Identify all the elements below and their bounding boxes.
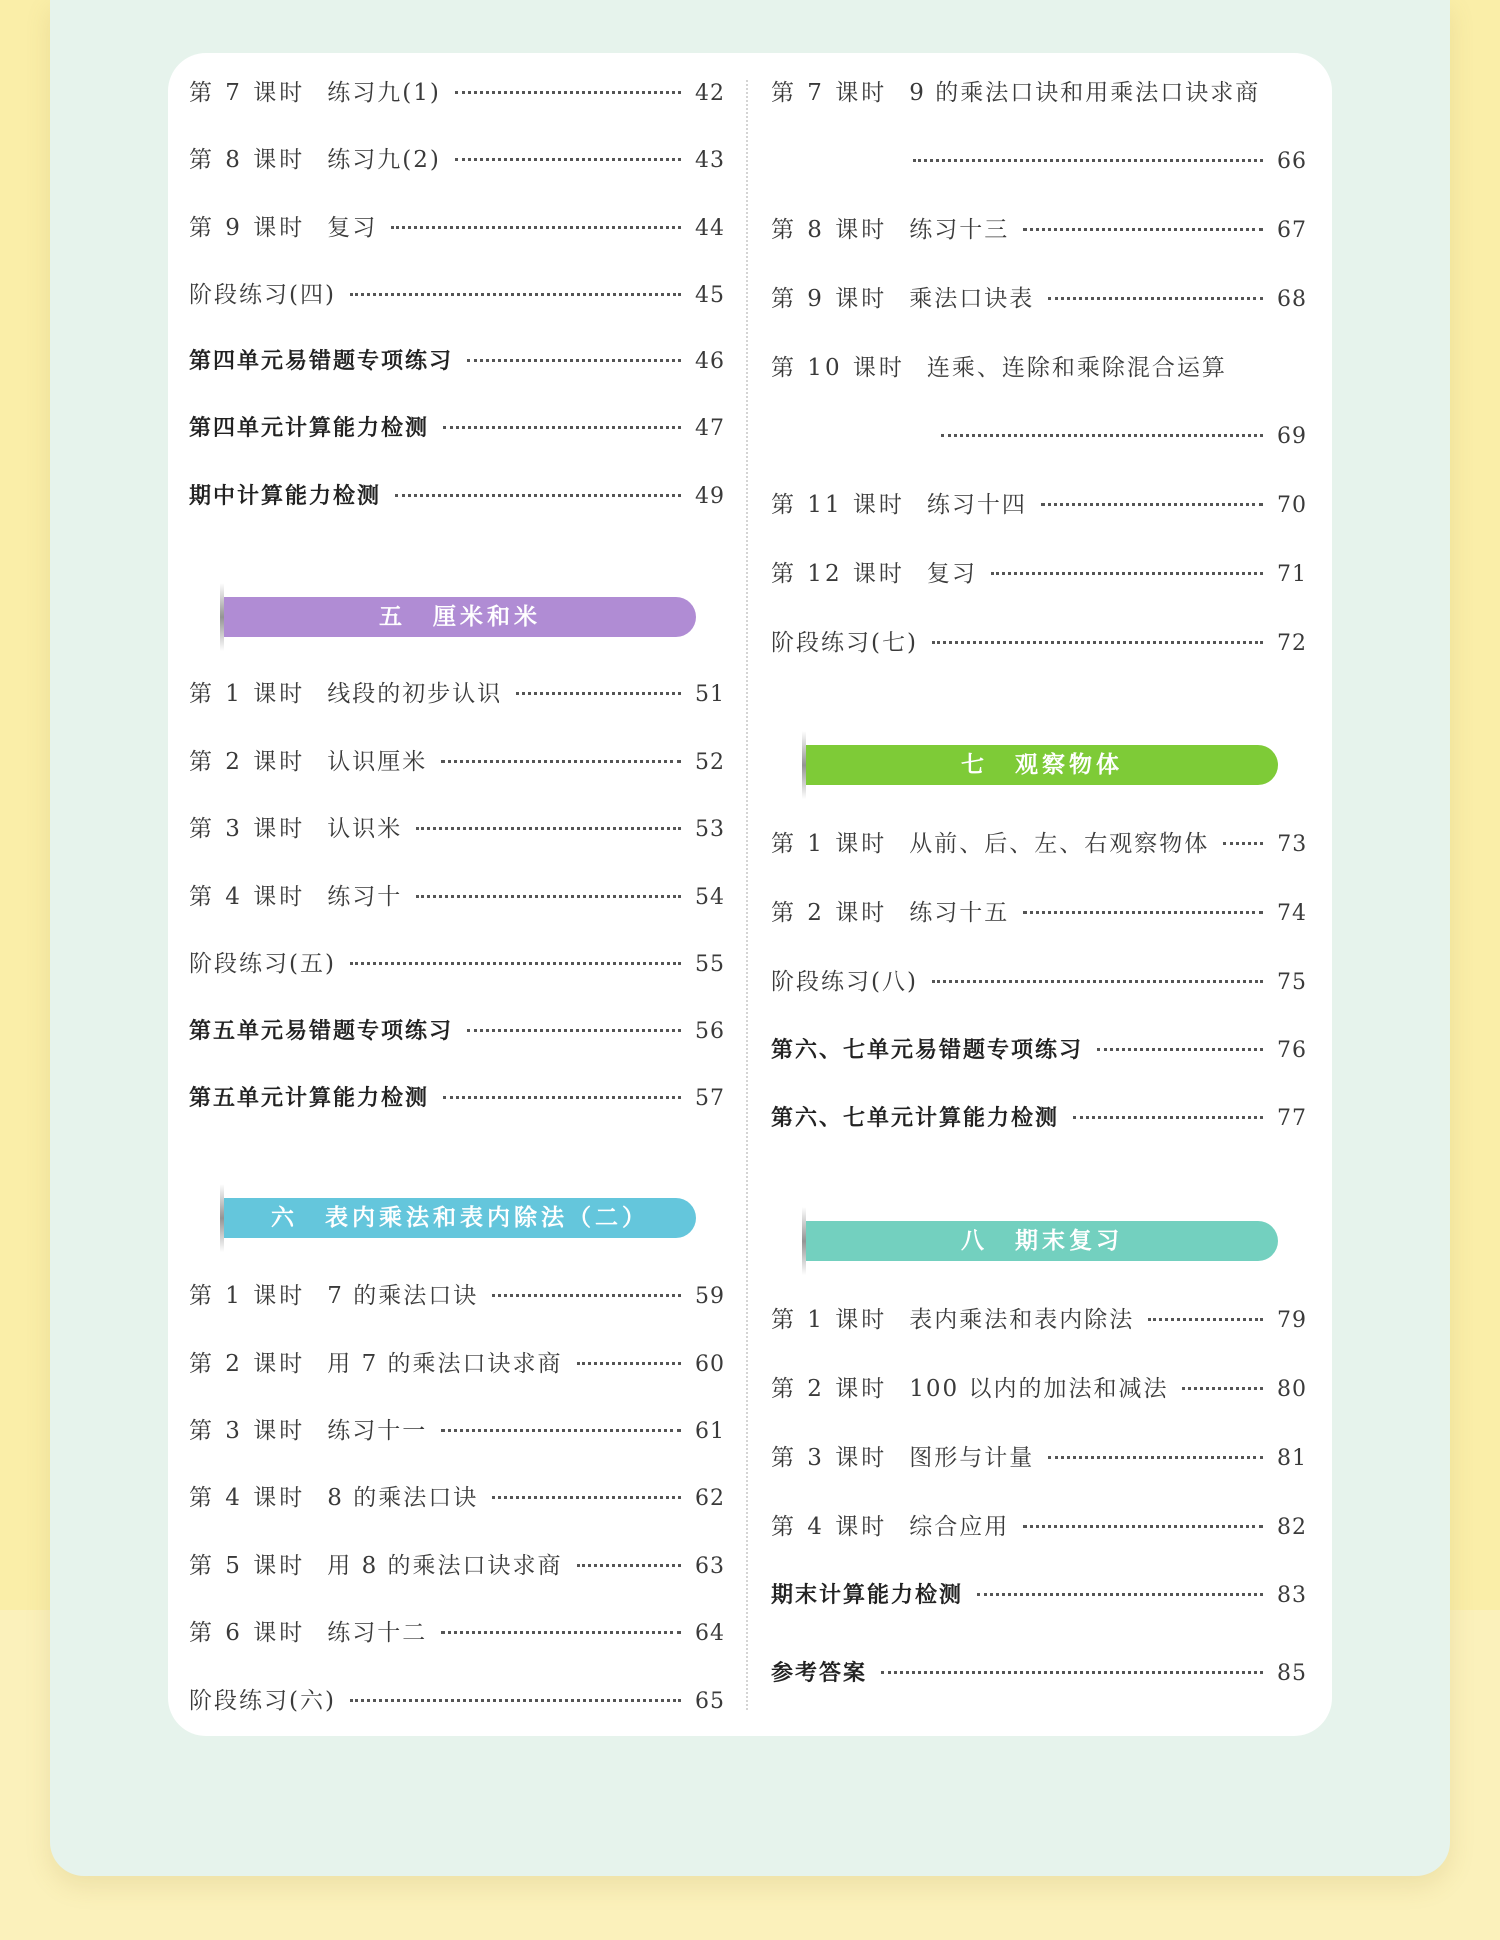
toc-entry[interactable]: 第 2 课时 练习十五 74 bbox=[771, 893, 1307, 933]
toc-entry[interactable]: 第 4 课时 综合应用 82 bbox=[771, 1507, 1307, 1547]
leader-dots bbox=[1073, 1116, 1263, 1119]
leader-dots bbox=[1023, 228, 1263, 231]
leader-dots bbox=[350, 1699, 681, 1702]
leader-dots bbox=[516, 692, 681, 695]
leader-dots bbox=[577, 1564, 681, 1567]
page-number: 54 bbox=[695, 885, 725, 910]
page-number: 69 bbox=[1277, 424, 1307, 449]
page-number: 70 bbox=[1277, 493, 1307, 518]
leader-dots bbox=[441, 760, 681, 763]
toc-entry[interactable]: 第 11 课时 练习十四 70 bbox=[771, 485, 1307, 525]
page-number: 82 bbox=[1277, 1515, 1307, 1540]
leader-dots bbox=[350, 293, 681, 296]
toc-entry[interactable]: 第六、七单元易错题专项练习 76 bbox=[771, 1031, 1307, 1071]
toc-entry[interactable]: 第 3 课时 认识米 53 bbox=[189, 809, 725, 849]
leader-dots bbox=[350, 962, 681, 965]
toc-entry[interactable]: 第 12 课时 复习 71 bbox=[771, 554, 1307, 594]
page-number: 74 bbox=[1277, 901, 1307, 926]
toc-entry[interactable]: 第 9 课时 复习 44 bbox=[189, 208, 725, 248]
toc-entry-continuation[interactable] bbox=[941, 417, 1307, 457]
page-number: 57 bbox=[695, 1086, 725, 1111]
page-number: 75 bbox=[1277, 970, 1307, 995]
toc-entry[interactable]: 第 7 课时 练习九(1) 42 bbox=[189, 73, 725, 113]
page-number: 83 bbox=[1277, 1583, 1307, 1608]
leader-dots bbox=[941, 434, 1263, 437]
toc-entry[interactable]: 第 9 课时 乘法口诀表 68 bbox=[771, 279, 1307, 319]
toc-entry[interactable]: 第四单元计算能力检测 47 bbox=[189, 409, 725, 449]
leader-dots bbox=[492, 1496, 681, 1499]
toc-entry[interactable]: 第 10 课时 连乘、连除和乘除混合运算 bbox=[771, 355, 1227, 381]
page-number: 81 bbox=[1277, 1446, 1307, 1471]
toc-entry[interactable]: 第 2 课时 认识厘米 52 bbox=[189, 742, 725, 782]
toc-entry[interactable]: 阶段练习(五) 55 bbox=[189, 944, 725, 984]
page-number: 63 bbox=[695, 1554, 725, 1579]
page-number: 52 bbox=[695, 750, 725, 775]
toc-entry[interactable]: 第 5 课时 用 8 的乘法口诀求商 63 bbox=[189, 1546, 725, 1586]
page-number: 42 bbox=[695, 81, 725, 106]
unit8-header: 八 期末复习 bbox=[806, 1221, 1278, 1261]
page-number: 76 bbox=[1277, 1038, 1307, 1063]
page-number: 68 bbox=[1277, 287, 1307, 312]
page-number: 80 bbox=[1277, 1377, 1307, 1402]
toc-entry[interactable]: 第 3 课时 图形与计量 81 bbox=[771, 1438, 1307, 1478]
leader-dots bbox=[932, 980, 1263, 983]
page-number: 66 bbox=[1277, 149, 1307, 174]
page-number: 56 bbox=[695, 1019, 725, 1044]
toc-entry[interactable]: 第 1 课时 线段的初步认识 51 bbox=[189, 674, 725, 714]
page-number: 59 bbox=[695, 1284, 725, 1309]
toc-entry[interactable]: 阶段练习(七) 72 bbox=[771, 623, 1307, 663]
toc-entry[interactable]: 第 4 课时 练习十 54 bbox=[189, 877, 725, 917]
toc-entry[interactable]: 第 1 课时 7 的乘法口诀 59 bbox=[189, 1276, 725, 1316]
page-number: 67 bbox=[1277, 218, 1307, 243]
toc-entry[interactable]: 第 6 课时 练习十二 64 bbox=[189, 1613, 725, 1653]
toc-entry[interactable]: 阶段练习(八) 75 bbox=[771, 962, 1307, 1002]
leader-dots bbox=[492, 1294, 681, 1297]
page-number: 53 bbox=[695, 817, 725, 842]
page-number: 77 bbox=[1277, 1106, 1307, 1131]
page-number: 71 bbox=[1277, 562, 1307, 587]
leader-dots bbox=[467, 1029, 681, 1032]
leader-dots bbox=[932, 641, 1263, 644]
leader-dots bbox=[991, 572, 1263, 575]
page-number: 61 bbox=[695, 1419, 725, 1444]
leader-dots bbox=[1048, 297, 1263, 300]
toc-entry[interactable]: 第 4 课时 8 的乘法口诀 62 bbox=[189, 1478, 725, 1518]
leader-dots bbox=[443, 1096, 681, 1099]
leader-dots bbox=[455, 91, 681, 94]
page-number: 43 bbox=[695, 148, 725, 173]
toc-entry[interactable]: 第 8 课时 练习十三 67 bbox=[771, 210, 1307, 250]
leader-dots bbox=[1023, 1525, 1263, 1528]
toc-entry[interactable]: 期中计算能力检测 49 bbox=[189, 477, 725, 517]
page-number: 49 bbox=[695, 484, 725, 509]
toc-entry[interactable]: 参考答案 85 bbox=[771, 1654, 1307, 1694]
page-number: 85 bbox=[1277, 1661, 1307, 1686]
leader-dots bbox=[577, 1362, 681, 1365]
leader-dots bbox=[1048, 1456, 1263, 1459]
page-number: 79 bbox=[1277, 1308, 1307, 1333]
leader-dots bbox=[1097, 1048, 1263, 1051]
page-number: 65 bbox=[695, 1689, 725, 1714]
unit6-header: 六 表内乘法和表内除法（二） bbox=[224, 1198, 696, 1238]
unit5-header: 五 厘米和米 bbox=[224, 597, 696, 637]
leader-dots bbox=[443, 426, 681, 429]
page-number: 72 bbox=[1277, 631, 1307, 656]
toc-entry[interactable]: 第 3 课时 练习十一 61 bbox=[189, 1411, 725, 1451]
leader-dots bbox=[395, 494, 681, 497]
page-number: 46 bbox=[695, 349, 725, 374]
toc-entry[interactable]: 第 1 课时 从前、后、左、右观察物体 73 bbox=[771, 824, 1307, 864]
column-divider bbox=[746, 80, 748, 1710]
leader-dots bbox=[441, 1631, 681, 1634]
page-number: 45 bbox=[695, 283, 725, 308]
leader-dots bbox=[416, 895, 681, 898]
page-number: 60 bbox=[695, 1352, 725, 1377]
leader-dots bbox=[455, 158, 681, 161]
toc-entry[interactable]: 第 8 课时 练习九(2) 43 bbox=[189, 140, 725, 180]
leader-dots bbox=[416, 827, 681, 830]
page-number: 62 bbox=[695, 1486, 725, 1511]
toc-entry[interactable]: 期末计算能力检测 83 bbox=[771, 1576, 1307, 1616]
leader-dots bbox=[1023, 911, 1263, 914]
toc-entry[interactable]: 第五单元易错题专项练习 56 bbox=[189, 1012, 725, 1052]
page-number: 51 bbox=[695, 682, 725, 707]
toc-entry-continuation[interactable] bbox=[913, 142, 1307, 182]
leader-dots bbox=[441, 1429, 681, 1432]
leader-dots bbox=[1223, 842, 1263, 845]
page-number: 44 bbox=[695, 216, 725, 241]
leader-dots bbox=[977, 1593, 1263, 1596]
leader-dots bbox=[1182, 1387, 1263, 1390]
page-number: 55 bbox=[695, 952, 725, 977]
leader-dots bbox=[1041, 503, 1263, 506]
toc-entry[interactable]: 阶段练习(六) 65 bbox=[189, 1681, 725, 1721]
page-number: 47 bbox=[695, 416, 725, 441]
leader-dots bbox=[1148, 1318, 1263, 1321]
unit7-header: 七 观察物体 bbox=[806, 745, 1278, 785]
page-number: 73 bbox=[1277, 832, 1308, 857]
toc-entry[interactable]: 第 2 课时 100 以内的加法和减法 80 bbox=[771, 1369, 1307, 1409]
page-number: 64 bbox=[695, 1621, 725, 1646]
leader-dots bbox=[913, 159, 1263, 162]
leader-dots bbox=[391, 226, 681, 229]
toc-entry[interactable]: 第六、七单元计算能力检测 77 bbox=[771, 1099, 1307, 1139]
toc-entry[interactable]: 第 7 课时 9 的乘法口诀和用乘法口诀求商 bbox=[771, 80, 1261, 106]
toc-entry[interactable]: 第四单元易错题专项练习 46 bbox=[189, 342, 725, 382]
toc-entry[interactable]: 第 1 课时 表内乘法和表内除法 79 bbox=[771, 1300, 1307, 1340]
leader-dots bbox=[467, 359, 681, 362]
toc-entry[interactable]: 第五单元计算能力检测 57 bbox=[189, 1079, 725, 1119]
toc-entry[interactable]: 阶段练习(四) 45 bbox=[189, 275, 725, 315]
leader-dots bbox=[881, 1671, 1263, 1674]
toc-entry[interactable]: 第 2 课时 用 7 的乘法口诀求商 60 bbox=[189, 1344, 725, 1384]
